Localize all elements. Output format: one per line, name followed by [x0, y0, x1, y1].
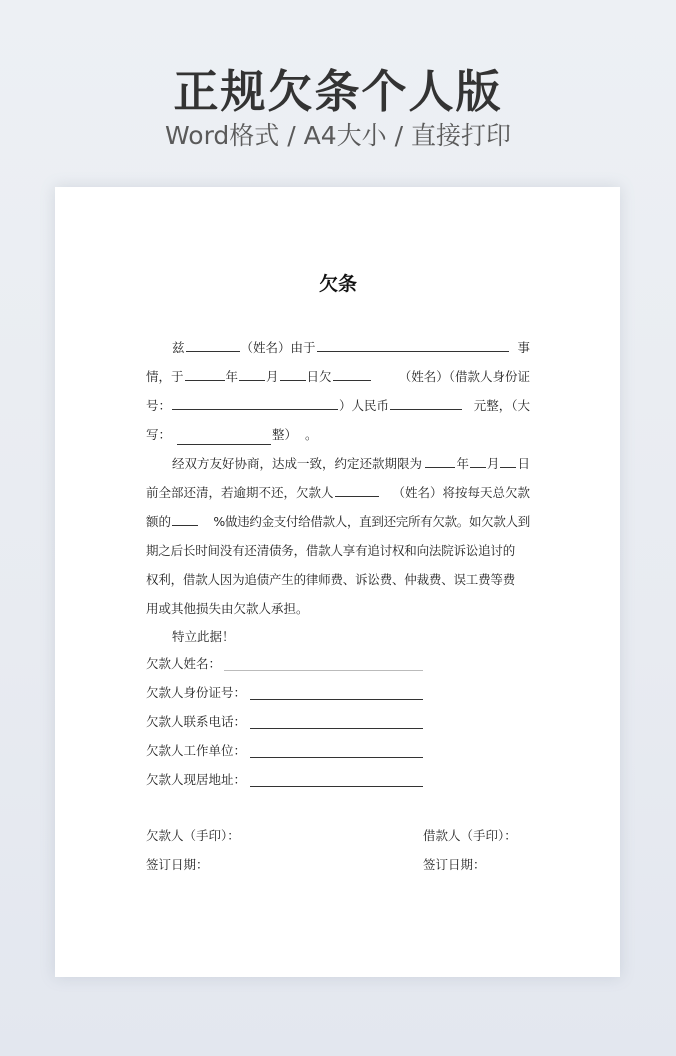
- text: 。: [305, 427, 318, 442]
- blank-day[interactable]: [280, 366, 306, 381]
- field-debtor-id-input[interactable]: [250, 699, 423, 700]
- hero-title: 正规欠条个人版: [173, 65, 503, 118]
- blank-name[interactable]: [186, 337, 240, 352]
- blank-due-day[interactable]: [500, 453, 516, 468]
- debtor-date-label: 签订日期：: [146, 857, 209, 872]
- blank-id-number[interactable]: [172, 395, 338, 410]
- text: 写：: [146, 427, 172, 442]
- field-debtor-id-label: 欠款人身份证号：: [146, 685, 247, 700]
- para2-line4: 期之后长时间没有还清债务，借款人享有追讨权和向法院诉讼追讨的: [146, 543, 516, 558]
- field-debtor-name-label: 欠款人姓名：: [146, 656, 222, 671]
- blank-penalty-rate[interactable]: [172, 511, 198, 526]
- text: 情，于: [146, 369, 184, 384]
- blank-due-month[interactable]: [470, 453, 486, 468]
- para1-line3: [146, 396, 530, 416]
- para2-line3: [146, 512, 530, 532]
- text: （姓名）将按每天总欠款: [392, 485, 530, 500]
- text: 前全部还清，若逾期不还，欠款人: [146, 485, 334, 500]
- field-debtor-address-label: 欠款人现居地址：: [146, 772, 247, 787]
- blank-amount[interactable]: [390, 395, 462, 410]
- lender-signature-label: 借款人（手印）：: [423, 828, 517, 843]
- field-debtor-work-label: 欠款人工作单位：: [146, 743, 247, 758]
- closing-statement: 特立此据！: [172, 629, 235, 644]
- field-debtor-phone-input[interactable]: [250, 728, 423, 729]
- para1-line4: [146, 425, 530, 445]
- para1-line2: [146, 367, 530, 387]
- para2-line6: 用或其他损失由欠款人承担。: [146, 601, 309, 616]
- para2-line5: 权利，借款人因为追债产生的律师费、诉讼费、仲裁费、误工费等费: [146, 572, 516, 587]
- blank-reason[interactable]: [317, 337, 509, 352]
- para2-line1: [146, 454, 530, 474]
- blank-year[interactable]: [185, 366, 225, 381]
- hero-subtitle: Word格式 / A4大小 / 直接打印: [165, 121, 511, 150]
- text: 事: [517, 340, 530, 355]
- lender-date-label: 签订日期：: [423, 857, 486, 872]
- blank-due-year[interactable]: [425, 453, 455, 468]
- text: %做违约金支付给借款人，直到还完所有欠款。如欠款人到: [213, 514, 530, 529]
- blank-amount-uppercase[interactable]: [177, 430, 271, 445]
- text: 整）: [272, 427, 298, 442]
- text: 日欠: [306, 369, 332, 384]
- debtor-signature-label: 欠款人（手印）：: [146, 828, 240, 843]
- text: 年: [225, 369, 239, 384]
- text: 月: [266, 369, 279, 384]
- text: 年: [456, 456, 469, 471]
- text: 额的: [146, 514, 172, 529]
- field-debtor-address-input[interactable]: [250, 786, 423, 787]
- text: （姓名）由于: [240, 340, 316, 355]
- field-debtor-name-input[interactable]: [224, 670, 423, 671]
- text: 日: [517, 456, 530, 471]
- text: 经双方友好协商，达成一致，约定还款期限为: [172, 456, 423, 471]
- para1-line1: [146, 338, 530, 358]
- text: ）人民币: [339, 398, 390, 413]
- para2-line2: [146, 483, 530, 503]
- field-debtor-phone-label: 欠款人联系电话：: [146, 714, 247, 729]
- text: 月: [486, 456, 500, 471]
- text: 号：: [146, 398, 172, 413]
- text: 兹: [172, 340, 185, 355]
- field-debtor-work-input[interactable]: [250, 757, 423, 758]
- blank-lender-name[interactable]: [333, 366, 371, 381]
- blank-month[interactable]: [239, 366, 265, 381]
- text: （姓名）（借款人身份证: [398, 369, 530, 384]
- blank-debtor-name[interactable]: [335, 482, 379, 497]
- text: 元整，（大: [473, 398, 530, 413]
- document-title: 欠条: [318, 273, 357, 295]
